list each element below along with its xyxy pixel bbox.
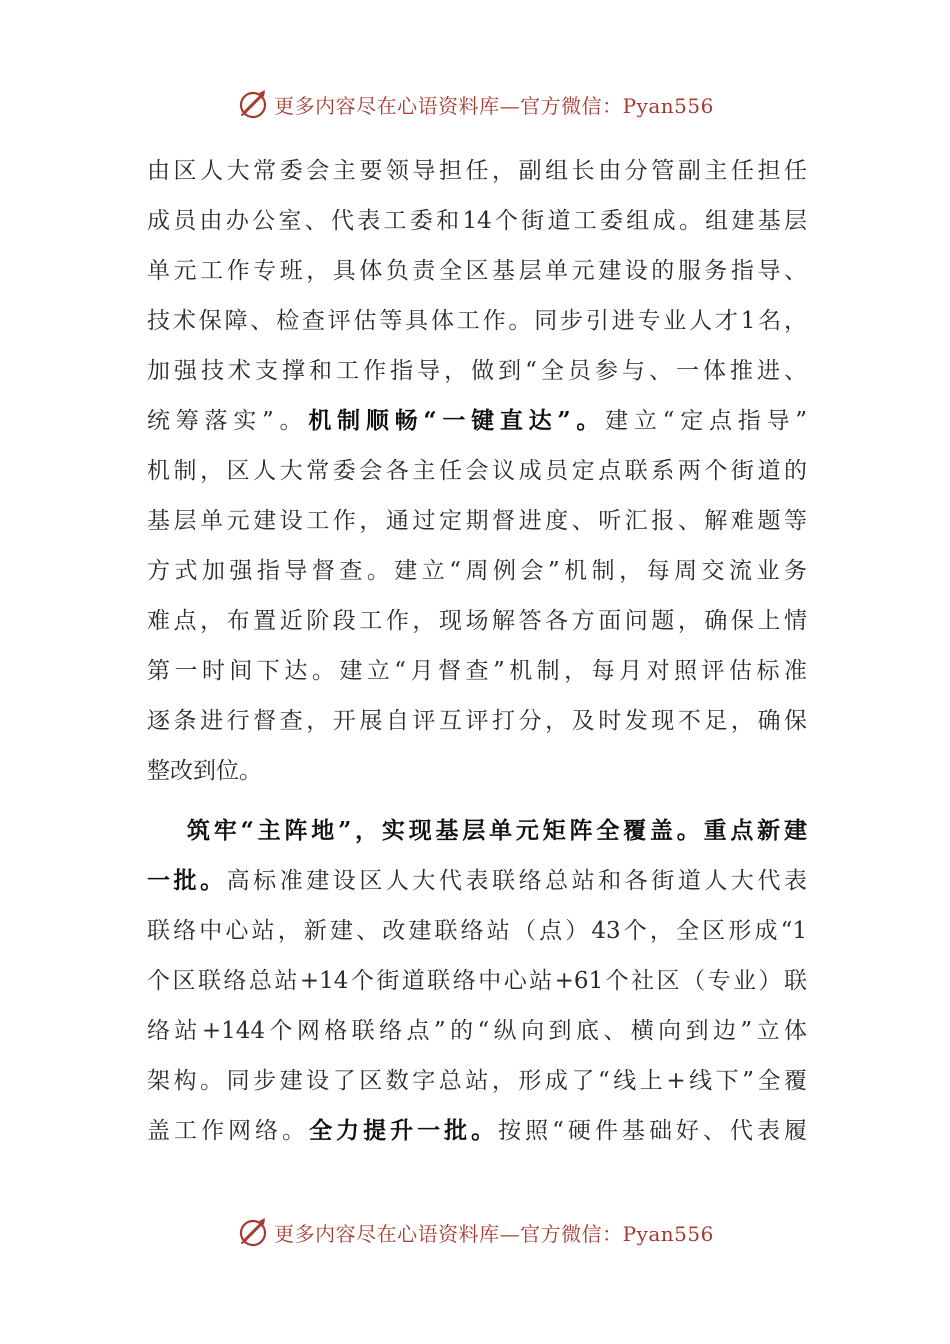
text-line (147, 856, 807, 906)
bold-heading: 全力提升一批。 (309, 1117, 499, 1144)
text-line: 逐条进行督查，开展自评互评打分，及时发现不足，确保 (147, 708, 807, 734)
text-run: 高标准建设区人大代表联络总站和各街道人大代表 (226, 868, 807, 894)
bold-heading: 筑牢“主阵地”，实现基层单元矩阵全覆盖。重点新建 (187, 817, 807, 844)
body-text (147, 146, 807, 1156)
text-line: 由区人大常委会主要领导担任，副组长由分管副主任担任 (147, 158, 807, 184)
text-line: 成员由办公室、代表工委和14个街道工委组成。组建基层 (147, 208, 807, 234)
text-line: 单元工作专班，具体负责全区基层单元建设的服务指导、 (147, 258, 807, 284)
footer-watermark (0, 1212, 950, 1252)
paragraph-gap (147, 796, 807, 806)
pen-circle-icon (236, 1215, 270, 1249)
text-line: 机制，区人大常委会各主任会议成员定点联系两个街道的 (147, 458, 807, 484)
footer-watermark-text: 更多内容尽在心语资料库—官方微信：Pyan556 (274, 1221, 714, 1246)
text-line: 络站+144个网格联络点”的“纵向到底、横向到边”立体 (147, 1018, 807, 1044)
text-run: 按照“硬件基础好、代表履 (498, 1118, 808, 1144)
text-run: 盖工作网络。 (147, 1118, 310, 1144)
text-line (147, 806, 807, 856)
text-line: 联络中心站，新建、改建联络站（点）43个，全区形成“1 (147, 918, 807, 944)
text-line (147, 1106, 807, 1156)
text-line: 架构。同步建设了区数字总站，形成了“线上+线下”全覆 (147, 1068, 807, 1094)
text-line: 方式加强指导督查。建立“周例会”机制，每周交流业务 (147, 558, 807, 584)
text-line: 基层单元建设工作，通过定期督进度、听汇报、解难题等 (147, 508, 807, 534)
header-watermark (0, 84, 950, 124)
text-line (147, 396, 807, 446)
bold-heading: 一批。 (147, 867, 227, 894)
text-line: 整改到位。 (147, 758, 262, 784)
pen-circle-icon (236, 87, 270, 121)
text-run: 建立“定点指导” (605, 408, 807, 434)
text-line: 难点，布置近阶段工作，现场解答各方面问题，确保上情 (147, 608, 807, 634)
bold-heading: 机制顺畅“一键直达”。 (308, 407, 606, 434)
text-run: 统筹落实”。 (147, 408, 309, 434)
header-watermark-text: 更多内容尽在心语资料库—官方微信：Pyan556 (274, 93, 714, 118)
text-line: 技术保障、检查评估等具体工作。同步引进专业人才1名， (147, 308, 807, 334)
text-line: 加强技术支撑和工作指导，做到“全员参与、一体推进、 (147, 358, 807, 384)
text-line: 第一时间下达。建立“月督查”机制，每月对照评估标准 (147, 658, 807, 684)
text-line: 个区联络总站+14个街道联络中心站+61个社区（专业）联 (147, 968, 807, 994)
